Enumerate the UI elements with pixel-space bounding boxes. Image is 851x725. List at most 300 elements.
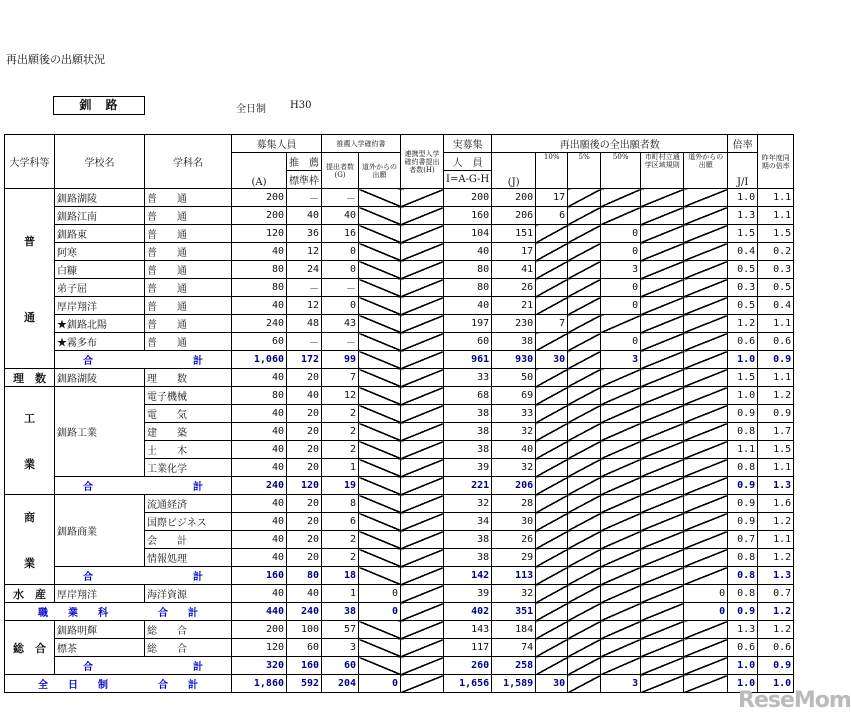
- actual-count: 160: [444, 207, 492, 225]
- category-shogyo-char: 商: [24, 510, 35, 524]
- pct10-count: [536, 225, 568, 243]
- recruit-count: 80: [232, 387, 287, 405]
- blank-cell: [401, 279, 444, 297]
- blank-cell: [359, 423, 401, 441]
- blank-cell: [359, 495, 401, 513]
- school-name: 厚岸翔洋: [55, 297, 145, 315]
- school-name: ★釧路北陽: [55, 315, 145, 333]
- blank-cell: [359, 567, 401, 585]
- prev-ratio-value: 1.7: [758, 423, 794, 441]
- submitted-count: 3: [322, 639, 359, 657]
- blank-cell: [568, 207, 601, 225]
- ratio-value: 0.8: [728, 459, 758, 477]
- blank-cell: [684, 549, 728, 567]
- total-label-2: 計: [193, 356, 203, 367]
- table-row: [5, 207, 794, 225]
- ratio-value: 1.1: [728, 441, 758, 459]
- table-row: [5, 495, 794, 513]
- submitted-count: －: [322, 333, 359, 351]
- blank-cell: [401, 333, 444, 351]
- applicant-count: 230: [492, 315, 536, 333]
- blank-cell: [641, 387, 684, 405]
- recruit-count: 120: [232, 225, 287, 243]
- prev-ratio-value: 0.9: [758, 351, 794, 369]
- blank-cell: [684, 675, 728, 693]
- actual-count: 80: [444, 261, 492, 279]
- blank-cell: [684, 333, 728, 351]
- header-prev-ratio: 昨年度同期の倍率: [758, 135, 794, 189]
- blank-cell: [601, 513, 641, 531]
- ratio-value: 1.0: [728, 657, 758, 675]
- prev-ratio-value: 0.2: [758, 243, 794, 261]
- blank-cell: [401, 189, 444, 207]
- blank-cell: [568, 387, 601, 405]
- header-agreement: 推薦入学確約書: [322, 135, 401, 153]
- blank-cell: [684, 189, 728, 207]
- blank-cell: [641, 459, 684, 477]
- submitted-count: 12: [322, 387, 359, 405]
- table-row: [5, 585, 794, 603]
- suisen-count: 172: [287, 351, 322, 369]
- blank-cell: [568, 585, 601, 603]
- blank-cell: [568, 459, 601, 477]
- submitted-count: 43: [322, 315, 359, 333]
- suisen-count: 20: [287, 495, 322, 513]
- actual-count: 32: [444, 495, 492, 513]
- dept-name: 普 通: [145, 189, 232, 207]
- applicant-count: 33: [492, 405, 536, 423]
- table-row: [5, 297, 794, 315]
- recruit-count: 40: [232, 459, 287, 477]
- header-actual: 実募集: [444, 135, 492, 153]
- table-row: [5, 315, 794, 333]
- blank-cell: [401, 531, 444, 549]
- applicant-count: 258: [492, 657, 536, 675]
- category-sogo: [5, 621, 55, 675]
- dept-name: 普 通: [145, 207, 232, 225]
- blank-cell: [641, 495, 684, 513]
- blank-cell: [641, 279, 684, 297]
- blank-cell: [684, 369, 728, 387]
- header-outside: 道外からの出願: [359, 153, 401, 189]
- blank-cell: [359, 225, 401, 243]
- blank-cell: [641, 549, 684, 567]
- table-row: [5, 243, 794, 261]
- applicant-count: 1,589: [492, 675, 536, 693]
- blank-cell: [684, 243, 728, 261]
- dept-name: 普 通: [145, 297, 232, 315]
- dept-name: 普 通: [145, 243, 232, 261]
- prev-ratio-value: 0.4: [758, 297, 794, 315]
- school-name: 弟子屈: [55, 279, 145, 297]
- blank-cell: [536, 405, 568, 423]
- total-row: [5, 477, 794, 495]
- ratio-value: 1.3: [728, 207, 758, 225]
- prev-ratio-value: 0.6: [758, 333, 794, 351]
- header-outside2: 道外からの出願: [684, 153, 728, 189]
- pct10-count: [536, 261, 568, 279]
- header-j: (J): [492, 153, 536, 189]
- recruit-count: 320: [232, 657, 287, 675]
- ratio-value: 1.3: [728, 621, 758, 639]
- blank-cell: [401, 225, 444, 243]
- ratio-value: 1.5: [728, 225, 758, 243]
- dept-name: 国際ビジネス: [145, 513, 232, 531]
- suisen-count: 20: [287, 441, 322, 459]
- submitted-count: 0: [322, 297, 359, 315]
- blank-cell: [684, 621, 728, 639]
- blank-cell: [568, 297, 601, 315]
- blank-cell: [601, 531, 641, 549]
- actual-count: 39: [444, 459, 492, 477]
- recruit-count: 160: [232, 567, 287, 585]
- recruit-count: 200: [232, 207, 287, 225]
- outside-count: 0: [359, 675, 401, 693]
- pct10-count: [536, 297, 568, 315]
- submitted-count: 18: [322, 567, 359, 585]
- pct10-count: [536, 333, 568, 351]
- blank-cell: [536, 531, 568, 549]
- school-name: 釧路湖陵: [55, 369, 145, 387]
- table-row: [5, 225, 794, 243]
- blank-cell: [536, 495, 568, 513]
- prev-ratio-value: 1.2: [758, 549, 794, 567]
- blank-cell: [601, 585, 641, 603]
- blank-cell: [536, 621, 568, 639]
- applicant-count: 200: [492, 189, 536, 207]
- header-school: 学校名: [55, 135, 145, 189]
- pct50-count: 0: [601, 333, 641, 351]
- total-label: [55, 477, 232, 495]
- blank-cell: [684, 477, 728, 495]
- header-actual2: 人 員: [444, 153, 492, 171]
- suisen-count: －: [287, 279, 322, 297]
- applicant-count: 206: [492, 477, 536, 495]
- total-label: [55, 657, 232, 675]
- ratio-value: 0.8: [728, 549, 758, 567]
- dept-name: 工業化学: [145, 459, 232, 477]
- ratio-value: 0.7: [728, 531, 758, 549]
- submitted-count: 204: [322, 675, 359, 693]
- blank-cell: [359, 279, 401, 297]
- table-row: [5, 639, 794, 657]
- actual-count: 33: [444, 369, 492, 387]
- blank-cell: [401, 657, 444, 675]
- blank-cell: [401, 351, 444, 369]
- blank-cell: [684, 387, 728, 405]
- header-ratio-formula: J/I: [728, 153, 758, 189]
- blank-cell: [401, 207, 444, 225]
- recruit-count: 240: [232, 477, 287, 495]
- actual-count: 68: [444, 387, 492, 405]
- header-applicants: 再出願後の全出願者数: [492, 135, 728, 153]
- blank-cell: [401, 297, 444, 315]
- blank-cell: [601, 567, 641, 585]
- category-risu: [5, 369, 55, 387]
- blank-cell: [641, 513, 684, 531]
- ratio-value: 1.0: [728, 189, 758, 207]
- ratio-value: 1.5: [728, 369, 758, 387]
- blank-cell: [359, 333, 401, 351]
- header-submitted: 提出者数 (G): [322, 153, 359, 189]
- recruit-count: 60: [232, 333, 287, 351]
- outside2-count: 0: [684, 603, 728, 621]
- total-label-2: 計: [193, 572, 203, 583]
- submitted-count: 7: [322, 369, 359, 387]
- blank-cell: [401, 315, 444, 333]
- suisen-count: 160: [287, 657, 322, 675]
- recruit-count: 40: [232, 495, 287, 513]
- blank-cell: [684, 423, 728, 441]
- blank-cell: [684, 225, 728, 243]
- actual-count: 402: [444, 603, 492, 621]
- prev-ratio-value: 1.0: [758, 675, 794, 693]
- actual-count: 961: [444, 351, 492, 369]
- blank-cell: [601, 369, 641, 387]
- blank-cell: [401, 675, 444, 693]
- blank-cell: [359, 387, 401, 405]
- school-name: ★霧多布: [55, 333, 145, 351]
- region-label: 釧 路: [53, 96, 145, 115]
- actual-count: 200: [444, 189, 492, 207]
- submitted-count: 40: [322, 207, 359, 225]
- actual-count: 221: [444, 477, 492, 495]
- total-label-1: 合: [83, 572, 93, 583]
- recruit-count: 40: [232, 423, 287, 441]
- dept-name: 普 通: [145, 261, 232, 279]
- blank-cell: [401, 477, 444, 495]
- school-name: 厚岸翔洋: [55, 585, 145, 603]
- total-label: [55, 567, 232, 585]
- blank-cell: [568, 567, 601, 585]
- recruit-count: 80: [232, 261, 287, 279]
- prev-ratio-value: 0.5: [758, 279, 794, 297]
- blank-cell: [401, 243, 444, 261]
- blank-cell: [641, 585, 684, 603]
- blank-cell: [568, 315, 601, 333]
- category-risu-char: 理 数: [13, 371, 46, 385]
- blank-cell: [684, 261, 728, 279]
- category-suisan: [5, 585, 55, 603]
- ratio-value: 0.5: [728, 261, 758, 279]
- prev-ratio-value: 1.3: [758, 567, 794, 585]
- actual-count: 143: [444, 621, 492, 639]
- total-label: [55, 351, 232, 369]
- blank-cell: [641, 225, 684, 243]
- blank-cell: [641, 423, 684, 441]
- blank-cell: [601, 639, 641, 657]
- ratio-value: 1.0: [728, 351, 758, 369]
- actual-count: 117: [444, 639, 492, 657]
- actual-count: 197: [444, 315, 492, 333]
- suisen-count: 36: [287, 225, 322, 243]
- total-label-1: 合: [83, 482, 93, 493]
- blank-cell: [536, 603, 568, 621]
- suisen-count: 20: [287, 369, 322, 387]
- dept-name: 会 計: [145, 531, 232, 549]
- blank-cell: [401, 423, 444, 441]
- blank-cell: [641, 333, 684, 351]
- pct10-count: 30: [536, 351, 568, 369]
- header-renkei: 連携型入学確約書提出者数(H): [401, 135, 444, 189]
- school-name: 釧路江南: [55, 207, 145, 225]
- suisen-count: 20: [287, 531, 322, 549]
- actual-count: 38: [444, 549, 492, 567]
- table-row: [5, 261, 794, 279]
- dept-name: 普 通: [145, 279, 232, 297]
- prev-ratio-value: 0.9: [758, 405, 794, 423]
- total-label: [5, 675, 232, 693]
- ratio-value: 0.9: [728, 405, 758, 423]
- recruit-count: 40: [232, 297, 287, 315]
- prev-ratio-value: 1.5: [758, 441, 794, 459]
- suisen-count: 12: [287, 297, 322, 315]
- total-row: [5, 675, 794, 693]
- ratio-value: 0.6: [728, 639, 758, 657]
- header-municipal: 市町村立通学区域規則: [641, 153, 684, 189]
- actual-count: 40: [444, 297, 492, 315]
- pct10-count: [536, 243, 568, 261]
- blank-cell: [401, 459, 444, 477]
- blank-cell: [536, 459, 568, 477]
- prev-ratio-value: 1.2: [758, 513, 794, 531]
- ratio-value: 1.0: [728, 675, 758, 693]
- submitted-count: 6: [322, 513, 359, 531]
- school-name: 釧路東: [55, 225, 145, 243]
- dept-name: 海洋資源: [145, 585, 232, 603]
- recruit-count: 40: [232, 441, 287, 459]
- blank-cell: [641, 657, 684, 675]
- pct10-count: 7: [536, 315, 568, 333]
- prev-ratio-value: 0.3: [758, 261, 794, 279]
- ratio-value: 1.2: [728, 315, 758, 333]
- blank-cell: [568, 333, 601, 351]
- ratio-value: 1.0: [728, 387, 758, 405]
- blank-cell: [641, 243, 684, 261]
- prev-ratio-value: 1.1: [758, 189, 794, 207]
- applicant-count: 26: [492, 531, 536, 549]
- blank-cell: [601, 549, 641, 567]
- applicant-count: 930: [492, 351, 536, 369]
- applicant-count: 26: [492, 279, 536, 297]
- category-futsu: [5, 189, 55, 369]
- submitted-count: 1: [322, 459, 359, 477]
- prev-ratio-value: 1.5: [758, 225, 794, 243]
- blank-cell: [601, 657, 641, 675]
- total-label-2: 計: [193, 662, 203, 673]
- application-table: [4, 134, 794, 693]
- submitted-count: 8: [322, 495, 359, 513]
- total-row: [5, 351, 794, 369]
- blank-cell: [641, 261, 684, 279]
- header-suisen: 推 薦: [287, 153, 322, 171]
- pct10-count: [536, 279, 568, 297]
- blank-cell: [359, 639, 401, 657]
- pct50-count: 0: [601, 297, 641, 315]
- blank-cell: [536, 441, 568, 459]
- suisen-count: 240: [287, 603, 322, 621]
- blank-cell: [536, 477, 568, 495]
- blank-cell: [601, 441, 641, 459]
- prev-ratio-value: 1.2: [758, 387, 794, 405]
- prev-ratio-value: 1.1: [758, 207, 794, 225]
- blank-cell: [401, 603, 444, 621]
- year-label: H30: [290, 100, 312, 111]
- recruit-count: 40: [232, 531, 287, 549]
- category-shogyo-char: 業: [24, 556, 35, 570]
- dept-name: 普 通: [145, 315, 232, 333]
- blank-cell: [641, 639, 684, 657]
- blank-cell: [641, 621, 684, 639]
- category-kogyo-char: 業: [24, 457, 35, 471]
- blank-cell: [568, 225, 601, 243]
- actual-count: 38: [444, 531, 492, 549]
- applicant-count: 38: [492, 333, 536, 351]
- blank-cell: [601, 387, 641, 405]
- ratio-value: 0.8: [728, 567, 758, 585]
- school-name: 釧路商業: [55, 495, 145, 567]
- total-label-2: 合 計: [158, 680, 198, 691]
- header-p10: 10%: [536, 153, 568, 189]
- category-shogyo: [5, 495, 55, 585]
- suisen-count: 20: [287, 549, 322, 567]
- blank-cell: [641, 207, 684, 225]
- blank-cell: [641, 189, 684, 207]
- total-row: [5, 603, 794, 621]
- pct50-count: 0: [601, 225, 641, 243]
- suisen-count: 80: [287, 567, 322, 585]
- suisen-count: 40: [287, 585, 322, 603]
- pct50-count: [601, 189, 641, 207]
- blank-cell: [568, 549, 601, 567]
- blank-cell: [568, 279, 601, 297]
- applicant-count: 40: [492, 441, 536, 459]
- applicant-count: 29: [492, 549, 536, 567]
- recruit-count: 40: [232, 405, 287, 423]
- submitted-count: 2: [322, 441, 359, 459]
- prev-ratio-value: 0.6: [758, 639, 794, 657]
- suisen-count: 48: [287, 315, 322, 333]
- blank-cell: [536, 513, 568, 531]
- pct50-count: 0: [601, 279, 641, 297]
- blank-cell: [641, 315, 684, 333]
- table-row: [5, 333, 794, 351]
- blank-cell: [359, 207, 401, 225]
- category-futsu-char: 普: [24, 234, 35, 248]
- submitted-count: 19: [322, 477, 359, 495]
- blank-cell: [568, 531, 601, 549]
- school-name: 標茶: [55, 639, 145, 657]
- header-ratio: 倍率: [728, 135, 758, 153]
- blank-cell: [359, 315, 401, 333]
- applicant-count: 21: [492, 297, 536, 315]
- blank-cell: [359, 657, 401, 675]
- actual-count: 38: [444, 405, 492, 423]
- blank-cell: [359, 513, 401, 531]
- blank-cell: [568, 441, 601, 459]
- table-row: [5, 369, 794, 387]
- blank-cell: [568, 639, 601, 657]
- blank-cell: [401, 405, 444, 423]
- applicant-count: 17: [492, 243, 536, 261]
- header-recruit-a: (A): [232, 153, 287, 189]
- blank-cell: [641, 567, 684, 585]
- blank-cell: [359, 405, 401, 423]
- header-actual-formula: I=A-G-H: [444, 171, 492, 189]
- blank-cell: [568, 243, 601, 261]
- ratio-value: 0.8: [728, 585, 758, 603]
- recruit-count: 40: [232, 369, 287, 387]
